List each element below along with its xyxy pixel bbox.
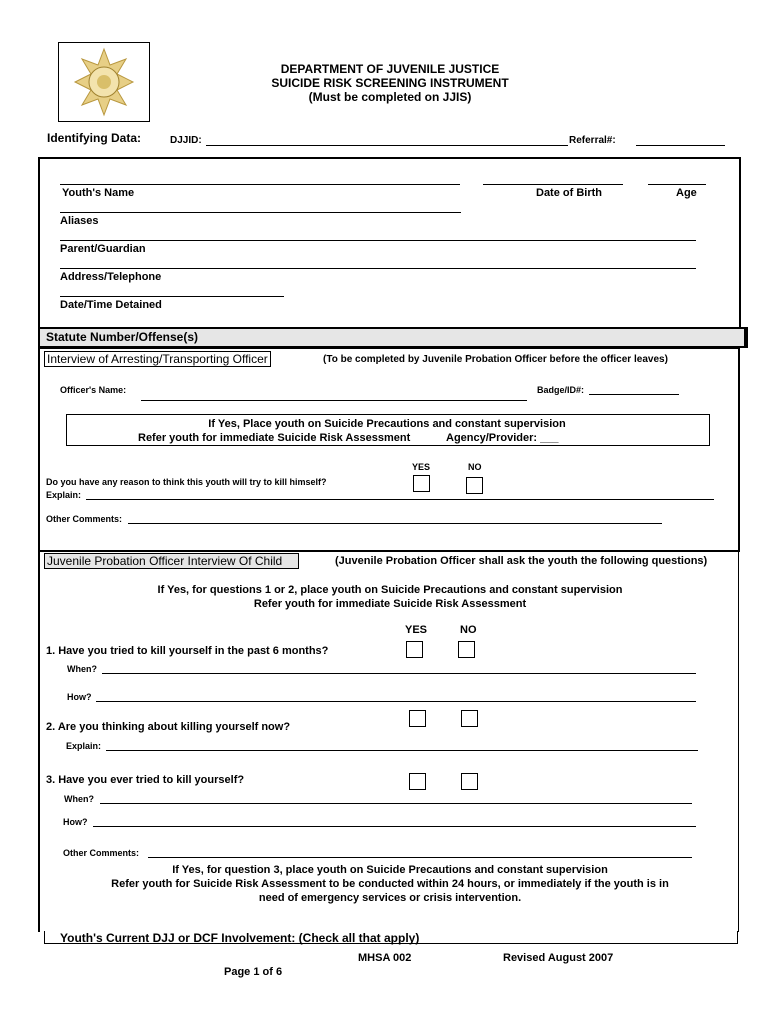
youth-name-label: Youth's Name	[62, 187, 135, 199]
page-title: DEPARTMENT OF JUVENILE JUSTICE	[280, 62, 500, 76]
form-id: MHSA 002	[358, 952, 412, 964]
officer-name-label: Officer's Name:	[60, 385, 127, 395]
address-label: Address/Telephone	[60, 271, 162, 283]
officer-yes-checkbox[interactable]	[413, 475, 430, 492]
revised-date: Revised August 2007	[503, 952, 614, 964]
officer-section-title: Interview of Arresting/Transporting Officer	[44, 351, 271, 367]
q3-when-field[interactable]	[100, 803, 692, 804]
q3-no-checkbox[interactable]	[461, 773, 478, 790]
jpo-yes-label: YES	[405, 624, 428, 636]
djjid-field[interactable]	[206, 145, 568, 146]
involvement-label: Youth's Current DJJ or DCF Involvement: (Check all that apply)	[60, 931, 420, 945]
detained-field[interactable]	[60, 296, 284, 297]
q3-yes-checkbox[interactable]	[409, 773, 426, 790]
officer-instruction-1: If Yes, Place youth on Suicide Precautions and constant supervision	[208, 418, 566, 430]
officer-other-field[interactable]	[128, 523, 662, 524]
jpo-footer-3: need of emergency services or crisis intervention.	[258, 892, 522, 904]
jpo-instruction-1: If Yes, for questions 1 or 2, place youth on Suicide Precautions and constant supervision	[157, 584, 623, 596]
jpo-no-label: NO	[460, 624, 477, 636]
jpo-other-label: Other Comments:	[63, 848, 140, 858]
question-1: 1. Have you tried to kill yourself in the past 6 months?	[46, 645, 329, 657]
dob-field[interactable]	[483, 184, 623, 185]
page-note: (Must be completed on JJIS)	[308, 90, 472, 104]
question-3: 3. Have you ever tried to kill yourself?	[46, 774, 245, 786]
referral-field[interactable]	[636, 145, 725, 146]
officer-other-label: Other Comments:	[46, 514, 123, 524]
officer-name-field[interactable]	[141, 400, 527, 401]
q3-how-field[interactable]	[93, 826, 696, 827]
jpo-section-note: (Juvenile Probation Officer shall ask the youth the following questions)	[335, 555, 708, 567]
q1-no-checkbox[interactable]	[458, 641, 475, 658]
page-number: Page 1 of 6	[224, 966, 283, 978]
q3-when-label: When?	[64, 794, 94, 804]
officer-explain-label: Explain:	[46, 490, 82, 500]
statute-label: Statute Number/Offense(s)	[46, 330, 199, 344]
agency-seal	[58, 42, 150, 122]
jpo-footer-2: Refer youth for Suicide Risk Assessment to be conducted within 24 hours, or immediately if the youth is in	[111, 878, 669, 890]
agency-label: Agency/Provider: ___	[446, 432, 559, 444]
officer-instruction-2: Refer youth for immediate Suicide Risk Assessment	[138, 432, 411, 444]
officer-question: Do you have any reason to think this youth will try to kill himself?	[46, 477, 327, 487]
q2-no-checkbox[interactable]	[461, 710, 478, 727]
jpo-other-field[interactable]	[148, 857, 692, 858]
age-field[interactable]	[648, 184, 706, 185]
q1-how-field[interactable]	[96, 701, 696, 702]
q2-explain-label: Explain:	[66, 741, 102, 751]
question-2: 2. Are you thinking about killing yourself now?	[46, 721, 291, 733]
q2-explain-field[interactable]	[106, 750, 698, 751]
officer-explain-field[interactable]	[86, 499, 714, 500]
badge-field[interactable]	[589, 394, 679, 395]
q1-yes-checkbox[interactable]	[406, 641, 423, 658]
officer-no-checkbox[interactable]	[466, 477, 483, 494]
officer-section-note: (To be completed by Juvenile Probation Officer before the officer leaves)	[323, 354, 668, 365]
jpo-section-title: Juvenile Probation Officer Interview Of Child	[44, 553, 299, 569]
officer-section-box	[38, 347, 740, 552]
djjid-label: DJJID:	[170, 135, 202, 146]
youth-name-field[interactable]	[60, 184, 460, 185]
detained-label: Date/Time Detained	[60, 299, 162, 311]
jpo-instruction-2: Refer youth for immediate Suicide Risk Assessment	[253, 598, 527, 610]
parent-field[interactable]	[60, 240, 696, 241]
dob-label: Date of Birth	[536, 187, 602, 199]
q1-how-label: How?	[67, 692, 92, 702]
identifying-data-label: Identifying Data:	[47, 131, 142, 145]
age-label: Age	[676, 187, 697, 199]
address-field[interactable]	[60, 268, 696, 269]
q1-when-label: When?	[67, 664, 97, 674]
badge-label: Badge/ID#:	[537, 385, 585, 395]
officer-yes-label: YES	[412, 462, 431, 472]
page-subtitle: SUICIDE RISK SCREENING INSTRUMENT	[271, 76, 509, 90]
parent-label: Parent/Guardian	[60, 243, 146, 255]
q2-yes-checkbox[interactable]	[409, 710, 426, 727]
sheriff-star-icon	[59, 43, 149, 121]
q1-when-field[interactable]	[102, 673, 696, 674]
aliases-label: Aliases	[60, 215, 99, 227]
jpo-footer-1: If Yes, for question 3, place youth on Suicide Precautions and constant supervision	[172, 864, 608, 876]
aliases-field[interactable]	[60, 212, 461, 213]
officer-no-label: NO	[468, 462, 482, 472]
referral-label: Referral#:	[569, 135, 616, 146]
q3-how-label: How?	[63, 817, 88, 827]
statute-bar	[38, 327, 748, 348]
